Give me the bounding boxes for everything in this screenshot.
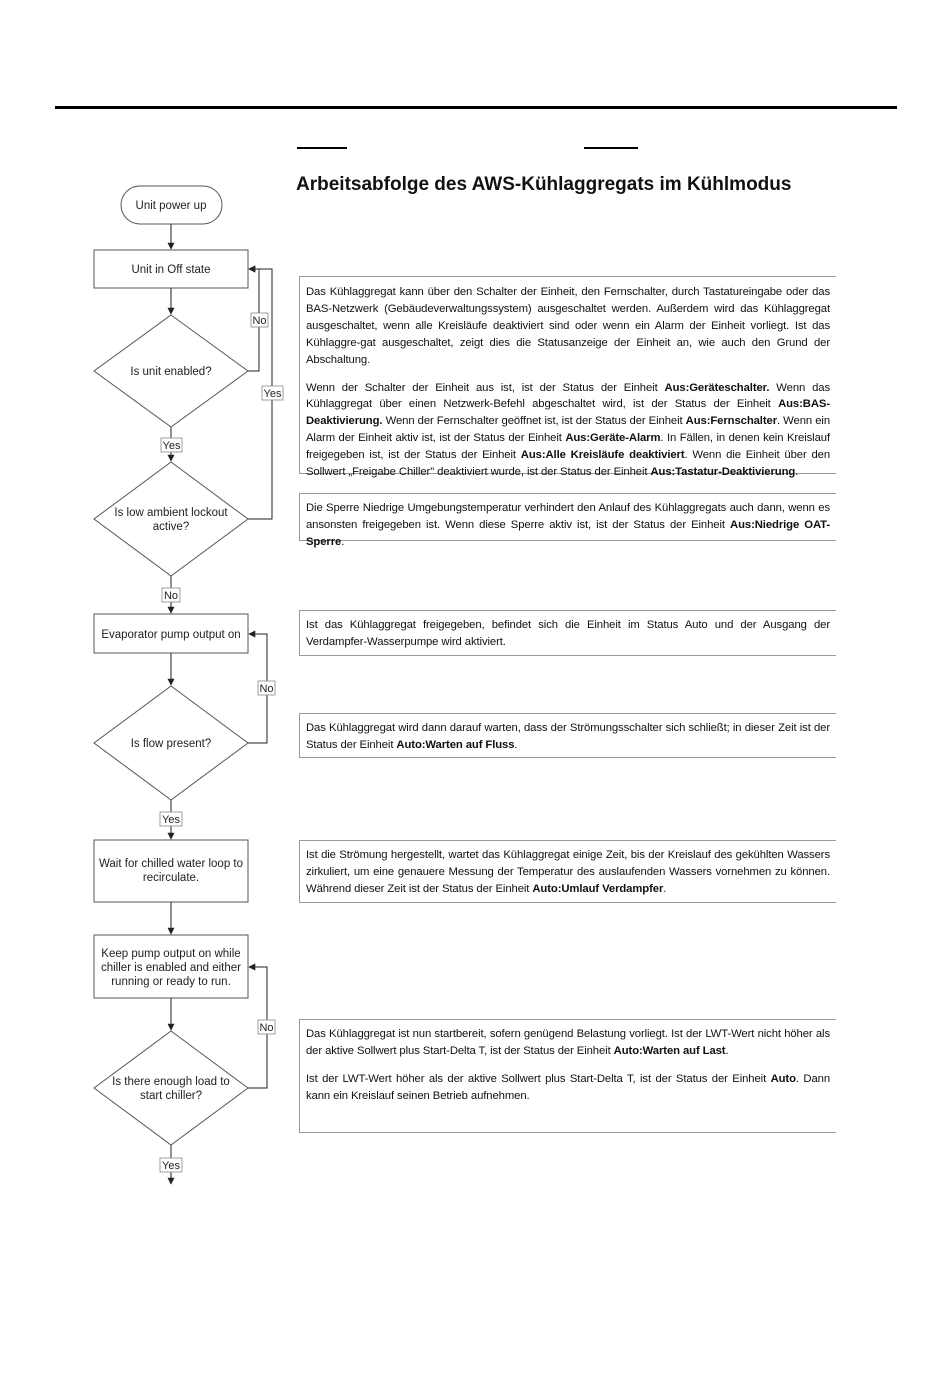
- note-paragraph: [306, 284, 830, 369]
- status-term: Aus:Geräteschalter.: [664, 381, 770, 394]
- note-text: Ist der LWT-Wert höher als der aktive Sollwert plus Start-Delta T, ist der Status der Einheit: [306, 1072, 771, 1085]
- status-term: Aus:Alle Kreisläufe deaktiviert: [520, 449, 685, 462]
- note-flow: [299, 713, 836, 758]
- note-text: Das Kühlaggregat ist nun startbereit, sofern genügend Belastung vorliegt. Ist der LWT-Wert nicht höher als der aktive Sollwert plus Start-Delta T, ist der Status der Einheit: [306, 1028, 830, 1057]
- status-term: Aus:Niedrige OAT-Sperre: [306, 518, 831, 548]
- decision-enabled-label: [130, 366, 211, 378]
- note-text: . Wenn die Einheit über den Sollwert „Freigabe Chiller" deaktiviert wurde, ist der Status der Einheit: [306, 449, 831, 479]
- label-line: running or ready to run.: [111, 976, 231, 988]
- label-line: Is flow present?: [130, 738, 212, 750]
- note-text: .: [795, 466, 799, 479]
- status-term: Auto:Warten auf Fluss: [396, 738, 515, 751]
- note-text: .: [663, 882, 667, 895]
- note-recirculate: [299, 840, 836, 903]
- decision-lockout-label: [114, 507, 228, 533]
- note-text: .: [725, 1044, 729, 1057]
- note-paragraph: [306, 500, 830, 551]
- note-text: .: [514, 738, 518, 751]
- note-load: [299, 1019, 836, 1133]
- note-text: Die Sperre Niedrige Umgebungstemperatur verhindert den Anlauf des Kühlaggregats auch dann, wenn es ansonsten freigegeben ist. Wenn diese Sperre aktiv ist, ist der Status der Einheit: [306, 502, 830, 531]
- note-text: . In Fällen, in denen kein Kreislauf freigegeben ist, ist der Status der Einheit: [306, 432, 830, 462]
- status-term: Aus:Tastatur-Deaktivierung: [650, 466, 796, 479]
- label-load-no: No: [259, 1022, 274, 1034]
- start-label: Unit power up: [135, 200, 207, 212]
- label-line: start chiller?: [140, 1090, 202, 1102]
- label-flow-yes: Yes: [162, 814, 180, 826]
- note-text: Das Kühlaggregat kann über den Schalter der Einheit, den Fernschalter, durch Tastatureingabe oder das BAS-Netzwerk (Gebäudeverwaltungssystem) ausgeschaltet werden. Außerdem wird das Kühlaggregat ausgeschaltet, wenn alle Kreisläufe deaktiviert sind oder wenn ein Alarm der Einheit vorliegt. Ist das Kühlaggre-gat ausgeschaltet, zeigt dies die Statusanzeige der Einheit an, wie auch den Grund der Abschaltung.: [306, 286, 830, 366]
- note-text: Das Kühlaggregat wird dann darauf warten, dass der Strömungsschalter sich schließt; in dieser Zeit ist der Status der Einheit: [306, 722, 830, 751]
- evap-pump-label: Evaporator pump output on: [101, 629, 241, 641]
- note-text: Ist das Kühlaggregat freigegeben, befindet sich die Einheit im Status Auto und der Ausgang der Verdampfer-Wasserpumpe wird aktiviert.: [306, 619, 830, 648]
- label-lockout-no: No: [163, 590, 179, 602]
- note-paragraph: [306, 720, 830, 754]
- status-term: Aus:Geräte-Alarm: [565, 432, 661, 445]
- note-paragraph: [306, 380, 830, 481]
- label-flow-no: No: [259, 683, 274, 695]
- label-load-yes: Yes: [162, 1160, 180, 1172]
- label-line: recirculate.: [142, 872, 200, 884]
- note-low-ambient-lockout: [299, 493, 836, 548]
- label-line: chiller is enabled and either: [100, 962, 242, 974]
- label-enabled-yes: Yes: [162, 440, 181, 452]
- label-enabled-no: No: [252, 315, 267, 327]
- decision-load: [94, 1031, 248, 1145]
- label-line: Is there enough load to: [112, 1076, 230, 1088]
- note-paragraph: [306, 847, 830, 898]
- note-text: . Wenn ein Alarm der Einheit aktiv ist, ist der Status der Einheit: [306, 415, 830, 445]
- label-line: Wait for chilled water loop to: [98, 858, 244, 870]
- label-lockout-yes: Yes: [263, 388, 282, 400]
- decision-flow-label: [131, 738, 212, 750]
- note-paragraph: [306, 1026, 830, 1060]
- label-line: Keep pump output on while: [101, 948, 241, 960]
- status-term: Aus:BAS-Deaktivierung.: [306, 398, 830, 428]
- note-paragraph: [306, 617, 830, 651]
- decision-lockout: [94, 462, 248, 576]
- note-evaporator-pump: [299, 610, 836, 656]
- note-text: Wenn der Schalter der Einheit aus ist, ist der Status der Einheit: [306, 381, 665, 394]
- label-line: Is low ambient lockout: [114, 507, 228, 519]
- wait-loop-box: [94, 840, 248, 902]
- note-text: Ist die Strömung hergestellt, wartet das Kühlaggregat einige Zeit, bis der Kreislauf des gekühlten Wassers zirkuliert, um eine genauere Messung der Temperatur des auslaufenden Wassers vornehmen zu können. Während dieser Zeit ist der Status der Einheit: [306, 849, 830, 895]
- note-off-state: [299, 276, 836, 479]
- status-term: Auto:Umlauf Verdampfer: [532, 882, 664, 895]
- label-line: active?: [152, 521, 190, 533]
- note-text: .: [341, 535, 345, 548]
- keep-pump-label: [101, 948, 241, 988]
- off-state-label: Unit in Off state: [131, 264, 211, 276]
- wait-loop-label: [99, 858, 243, 884]
- label-line: Is unit enabled?: [130, 366, 212, 378]
- note-text: Wenn der Fernschalter geöffnet ist, ist der Status der Einheit: [382, 415, 686, 428]
- status-term: Auto: [770, 1072, 796, 1085]
- note-text: Wenn das Kühlaggregat über einen Netzwerk-Befehl abgeschaltet wird, ist der Status der Einheit: [306, 381, 830, 411]
- status-term: Aus:Fernschalter: [685, 415, 777, 428]
- decision-load-label: [112, 1076, 230, 1102]
- note-text: . Dann kann ein Kreislauf seinen Betrieb aufnehmen.: [306, 1072, 830, 1102]
- status-term: Auto:Warten auf Last: [613, 1044, 726, 1057]
- note-paragraph: [306, 1071, 830, 1105]
- page-title: Arbeitsabfolge des AWS-Kühlaggregats im Kühlmodus: [296, 174, 792, 195]
